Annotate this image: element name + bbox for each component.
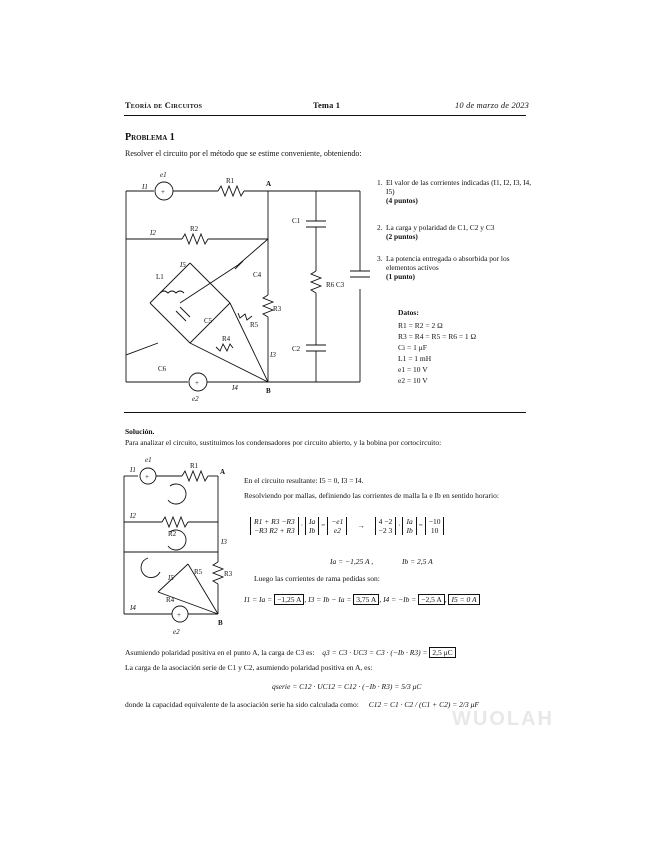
r1-label: R1 [226,177,235,185]
sol-r1-label: R1 [190,462,199,470]
currents-intro: Luego las corrientes de rama pedidas son: [254,574,380,583]
series-text: La carga de la asociación serie de C1 y C2, asumiendo polaridad positiva en A, es: [125,663,373,672]
header-rule [124,115,526,116]
solution-circuit [118,452,240,638]
problem-circuit [120,165,382,405]
sol-i4-label: I4 [130,604,136,612]
data-line-3: Ci = 1 μF [398,343,427,352]
solution-intro: Para analizar el circuito, sustituimos los condensadores por circuito abierto, y la bobina por cortocircuito: [125,438,442,447]
r2-label: R2 [190,225,199,233]
r3-label: R3 [273,305,282,313]
c6-label: C6 [158,365,167,373]
series-equation: qserie = C12 · UC12 = C12 · (−Ib · R3) = 5/3 μC [272,682,422,691]
item-1: 1. El valor de las corrientes indicadas (I1, I2, I3, I4, I5) (4 puntos) [377,178,532,205]
i3-value-box: 3,75 A [353,594,379,605]
numeric-matrix: 4 −2 −2 3 [375,517,397,535]
mesh-text: Resolviendo por mallas, definiendo las corrientes de malla Ia e Ib en sentido horario: [244,491,499,500]
i4-value-box: −2,5 A [418,594,444,605]
sol-node-b: B [218,619,223,627]
sol-i2-label: I2 [130,512,136,520]
e2-label: e2 [192,395,199,403]
sol-e2-label: e2 [173,628,180,636]
result-ib: Ib = 2,5 A [402,557,433,566]
solution-title: Solución. [125,427,155,436]
header-center: Tema 1 [313,101,341,110]
r5-label: R5 [250,321,259,329]
i1-label: I1 [142,183,148,191]
data-line-5: e1 = 10 V [398,365,428,374]
sol-node-a: A [220,468,226,476]
e1-label: e1 [160,171,167,179]
e2-plus-label: + [195,379,199,387]
problem-statement: Resolver el circuito por el método que se estime conveniente, obteniendo: [125,149,362,158]
sol-r3-label: R3 [224,570,233,578]
i3-label: I3 [270,351,276,359]
data-line-4: L1 = 1 mH [398,354,432,363]
sol-r4-label: R4 [166,596,175,604]
problem-title: Problema 1 [125,132,175,143]
i2-label: I2 [150,229,156,237]
c3-charge-line: Asumiendo polaridad positiva en el punto A, la carga de C3 es: q3 = C3 · UC3 = C3 · (−Ib · R3) = 2,5 μC [125,648,456,658]
currents-line: I1 = Ia = −1,25 A , I3 = Ib − Ia = 3,75 A , I4 = −Ib = −2,5 A , I5 = 0 A [244,595,480,604]
sol-e2-plus: + [177,611,181,619]
i5-value-box: I5 = 0 A [448,594,479,605]
sol-e1-plus: + [145,473,149,481]
c1-label: C1 [292,217,301,225]
sol-i1-label: I1 [130,466,136,474]
r6-label: R6 [326,281,335,289]
item-2: 2. La carga y polaridad de C1, C2 y C3 (2 puntos) [377,223,495,241]
numeric-vector: −10 10 [425,517,445,535]
data-line-2: R3 = R4 = R5 = R6 = 1 Ω [398,332,477,341]
c4-label: C4 [253,271,262,279]
q3-value-box: 2,5 μC [429,647,455,658]
header-left: Teoría de Circuitos [125,101,203,110]
header-right: 10 de marzo de 2023 [455,101,530,110]
r4-label: R4 [222,335,231,343]
c5-label: C5 [204,317,213,325]
data-title: Datos: [398,308,419,317]
i4-label: I4 [232,384,238,392]
current-vector: Ia Ib [305,517,319,535]
data-line-6: e2 = 10 V [398,376,428,385]
impedance-matrix: R1 + R3 −R3 −R3 R2 + R3 [250,517,299,535]
source-vector: −e1 e2 [327,517,347,535]
l1-label: L1 [156,273,164,281]
sol-e1-label: e1 [145,456,152,464]
node-a-label: A [266,180,272,188]
i1-value-box: −1,25 A [274,594,304,605]
section-rule [124,412,526,413]
watermark: WUOLAH [452,708,554,730]
c3-label: C3 [336,281,345,289]
equiv-line: donde la capacidad equivalente de la asociación serie ha sido calculada como: C12 = C1 · C2 / (C1 + C2) = 2/3 μF [125,700,479,709]
sol-i3-label: I3 [221,538,227,546]
c2-label: C2 [292,345,301,353]
sol-r2-label: R2 [168,530,177,538]
sol-r5-label: R5 [194,568,203,576]
data-line-1: R1 = R2 = 2 Ω [398,321,443,330]
sol-i5-label: I5 [168,574,174,582]
item-3: 3. La potencia entregada o absorbida por los elementos activos (1 punto) [377,254,510,281]
node-b-label: B [266,387,271,395]
matrix-equation: R1 + R3 −R3 −R3 R2 + R3 · Ia Ib = −e1 e2 → 4 −2 −2 3 · Ia Ib = −10 10 [250,517,444,535]
i5-label: I5 [180,261,186,269]
current-vector-2: Ia Ib [402,517,416,535]
resultant-text: En el circuito resultante: I5 = 0, I3 = I4. [244,476,364,485]
e1-plus-label: + [161,188,165,196]
result-ia: Ia = −1,25 A , [330,557,374,566]
